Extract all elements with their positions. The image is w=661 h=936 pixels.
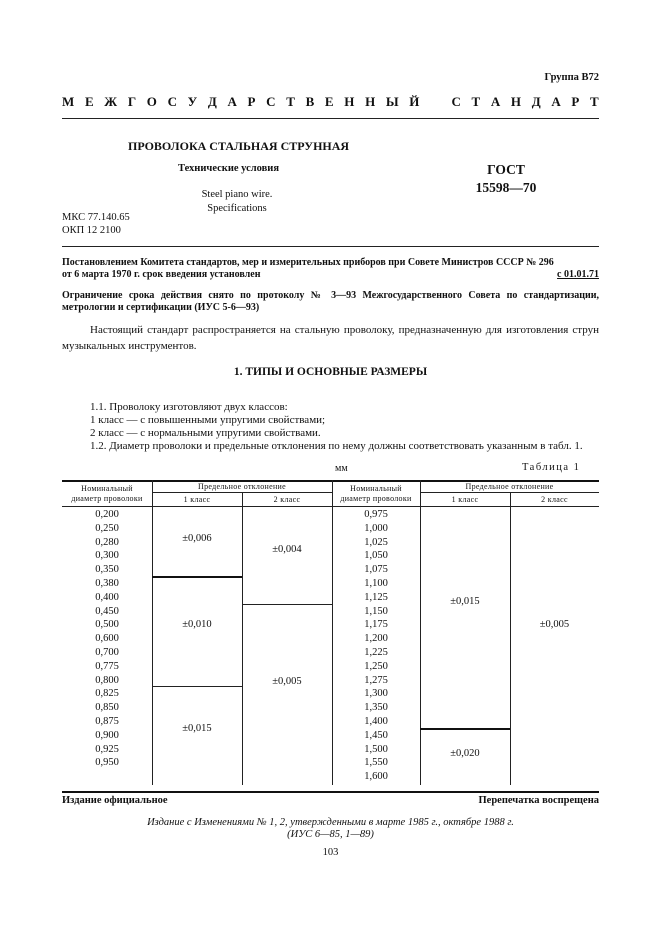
reprint-prohibited-label: Перепечатка воспрещена [478,795,599,806]
left-diameter-column [62,508,152,770]
banner-letter: В [305,94,315,109]
diameter-cell: 0,250 [95,522,119,534]
banner-letter: Т [590,94,599,109]
group-divider [242,604,332,605]
gost-number: 15598—70 [475,180,537,195]
header-text: диаметр проволоки [71,494,143,503]
page-number: 103 [322,847,339,858]
diameter-cell: 1,275 [364,674,388,686]
diameter-cell: 1,150 [364,605,388,617]
banner-letter: С [167,94,177,109]
tolerance-cell: ±0,015 [450,596,480,607]
diameter-cell: 0,775 [95,660,119,672]
table-column-rule [510,492,511,785]
header-diameter [332,484,420,504]
clause-1-2: 1.2. Диаметр проволоки и предельные отклонения по нему должны соответствовать указанным в табл. 1. [90,440,583,452]
header-class-2: 2 класс [541,495,568,504]
banner-letter: Д [531,94,541,109]
header-class-2: 2 класс [273,495,301,504]
decree-date: с 01.01.71 [557,269,599,280]
diameter-cell: 0,400 [95,591,119,603]
edition-line: (ИУС 6—85, 1—89) [287,829,374,840]
diameter-cell: 0,350 [95,564,119,576]
diameter-cell: 1,400 [364,715,388,727]
decree-line: от 6 марта 1970 г. срок введения установлен [62,269,261,280]
banner-letter: С [266,94,276,109]
banner-interstate-standard [62,94,599,110]
banner-letter: М [62,94,75,109]
limit-removal-note: Ограничение срока действия снято по протоколу № 3—93 Межгосударственного Совета по стандартизации, метрологии и сертификации (ИУС 5-6—93) [62,290,599,313]
table-column-rule [420,480,421,785]
footer-rule [62,791,599,793]
tolerance-cell: ±0,010 [182,619,212,630]
header-rule [62,118,599,119]
decree-line: Постановлением Комитета стандартов, мер и измерительных приборов при Совете Министров СССР № 296 [62,257,554,268]
diameter-cell: 1,025 [364,536,388,548]
table-header-rule [62,506,599,507]
banner-letter: Д [207,94,217,109]
diameter-cell: 1,250 [364,660,388,672]
group-divider [420,728,510,730]
header-text: диаметр проволоки [340,494,412,503]
diameter-cell: 0,380 [95,577,119,589]
diameter-cell: 0,825 [95,688,119,700]
right-diameter-column [332,508,420,784]
diameter-cell: 0,925 [95,743,119,755]
group-divider [152,686,242,687]
mks-code: МКС 77.140.65 [62,212,130,223]
diameter-cell: 0,500 [95,619,119,631]
diameter-cell: 1,050 [364,550,388,562]
banner-letter: Н [344,94,355,109]
diameter-cell: 1,225 [364,646,388,658]
clause-1-1: 1.1. Проволоку изготовляют двух классов: [90,401,288,413]
section-heading: 1. ТИПЫ И ОСНОВНЫЕ РАЗМЕРЫ [233,366,428,378]
english-title-line: Specifications [207,203,267,214]
header-text: Номинальный [81,484,133,493]
class-2-description: 2 класс — с нормальными упругими свойствами. [90,427,321,439]
header-class-1: 1 класс [451,495,479,504]
class-1-description: 1 класс — с повышенными упругими свойствами; [90,414,326,426]
banner-letter: Т [286,94,295,109]
diameter-cell: 0,875 [95,715,119,727]
tolerance-cell: ±0,020 [450,748,480,759]
diameter-cell: 0,950 [95,757,119,769]
diameter-cell: 1,100 [364,577,388,589]
intro-paragraph: Настоящий стандарт распространяется на стальную проволоку, предназначенную для изготовления струн музыкальных инструментов. [62,324,599,352]
header-deviation: Предельное отклонение [465,482,554,491]
official-edition-label: Издание официальное [62,795,168,806]
diameter-cell: 1,350 [364,702,388,714]
diameter-cell: 0,700 [95,646,119,658]
diameter-cell: 1,075 [364,564,388,576]
edition-line: Издание с Изменениями № 1, 2, утвержденными в марте 1985 г., октябре 1988 г. [147,817,514,828]
tolerance-cell: ±0,006 [182,533,212,544]
title-block-rule [62,246,599,247]
gost-designation [466,161,546,197]
banner-letter: Ы [385,94,399,109]
tolerance-cell: ±0,005 [272,676,302,687]
banner-letter: А [551,94,561,109]
banner-letter: Г [127,94,137,109]
diameter-cell: 0,200 [95,509,119,520]
diameter-cell: 1,300 [364,688,388,700]
diameter-cell: 1,450 [364,729,388,741]
header-diameter [62,484,152,504]
diameter-cell: 0,900 [95,729,119,741]
diameter-cell: 1,000 [364,522,388,534]
banner-letter: Р [247,94,256,109]
group-code: Группа В72 [544,72,599,83]
banner-letter: А [490,94,501,109]
table-column-rule [242,492,243,785]
tolerance-cell: ±0,005 [539,619,570,630]
diameter-cell: 0,450 [95,605,119,617]
edition-note [62,817,599,841]
diameter-cell: 0,600 [95,633,119,645]
diameter-cell: 1,200 [364,633,388,645]
diameter-cell: 0,280 [95,536,119,548]
decree-block [62,257,599,281]
document-title: ПРОВОЛОКА СТАЛЬНАЯ СТРУННАЯ [128,139,350,153]
header-text: Номинальный [350,484,402,493]
english-title [150,188,324,216]
banner-letter: Т [471,94,481,109]
document-subtitle: Технические условия [178,163,280,174]
banner-letter: Н [365,94,376,109]
banner-letter: Ж [104,94,118,109]
diameter-cell: 0,850 [95,702,119,714]
banner-letter: Е [84,94,94,109]
gost-label: ГОСТ [487,162,525,177]
group-divider [152,576,242,578]
diameter-cell: 1,600 [364,771,388,783]
banner-letter: Р [571,94,580,109]
table-label: Таблица 1 [522,462,581,473]
banner-letter: О [146,94,157,109]
diameter-cell: 0,300 [95,550,119,562]
banner-letter: У [187,94,198,109]
banner-letter: С [451,94,461,109]
tolerance-cell: ±0,004 [272,544,302,555]
banner-letter: Е [324,94,334,109]
diameter-cell: 1,175 [364,619,388,631]
header-deviation: Предельное отклонение [198,482,286,491]
tolerance-table [62,480,599,785]
unit-label: мм [335,463,348,474]
diameter-cell: 0,975 [364,509,388,520]
classification-codes [62,211,130,237]
header-class-1: 1 класс [183,495,211,504]
banner-letter: Н [510,94,522,109]
diameter-cell: 1,125 [364,591,388,603]
okp-code: ОКП 12 2100 [62,225,121,236]
diameter-cell: 1,500 [364,743,388,755]
tolerance-cell: ±0,015 [182,723,212,734]
banner-letter: А [227,94,237,109]
banner-letter: Й [409,94,420,109]
english-title-line: Steel piano wire. [201,189,273,200]
table-column-rule [152,480,153,785]
diameter-cell: 0,800 [95,674,119,686]
diameter-cell: 1,550 [364,757,388,769]
